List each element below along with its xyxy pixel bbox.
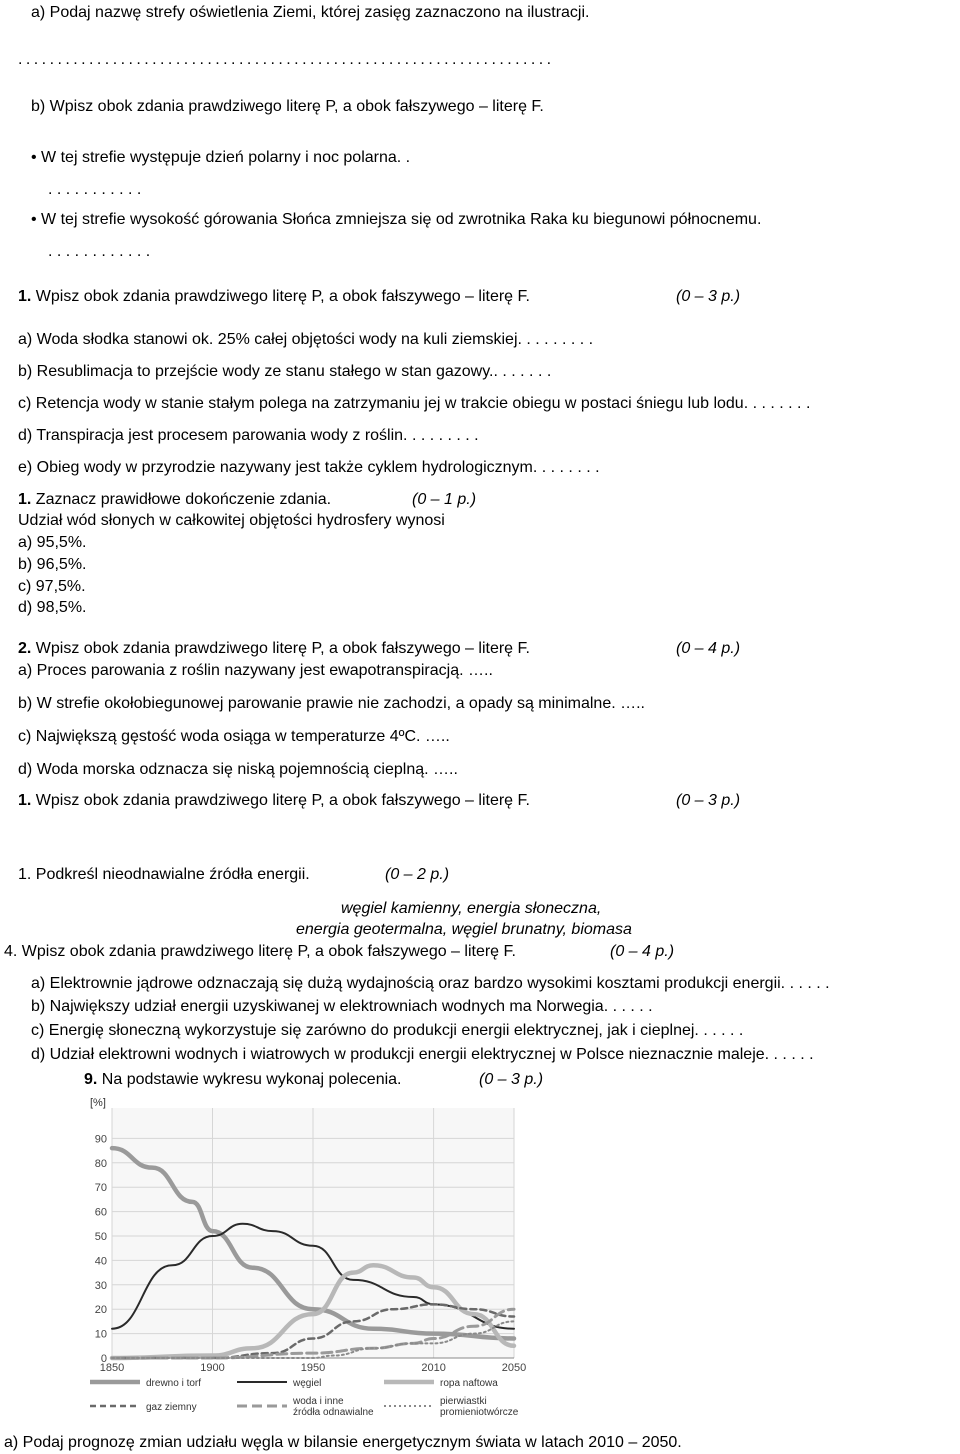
option-item: b) 96,5%. (18, 556, 87, 573)
y-axis-ticks (95, 1133, 107, 1365)
task-number: 1. (18, 491, 32, 508)
task-heading (18, 287, 741, 307)
answer-dots: . . . . . . . . . . . (48, 181, 142, 198)
task-points: (0 – 4 p.) (676, 640, 741, 657)
statement-item: b) Resublimacja to przejście wody ze stanu stałego w stan gazowy.. . . . . . . (18, 363, 552, 380)
y-tick-label: 40 (94, 1255, 107, 1268)
task-heading (84, 1070, 544, 1090)
option-item: d) 98,5%. (18, 599, 87, 616)
y-tick-label: 20 (94, 1304, 107, 1317)
legend-label: źródła odnawialne (293, 1407, 374, 1418)
option-item: c) 97,5%. (18, 578, 86, 595)
task-heading (18, 865, 450, 885)
task-points: (0 – 1 p.) (412, 491, 477, 508)
y-tick-label: 0 (100, 1353, 107, 1365)
x-tick-label: 1900 (200, 1362, 225, 1374)
chart-legend (90, 1378, 519, 1418)
statement-item: b) W strefie okołobiegunowej parowanie prawie nie zachodzi, a opady są minimalne. ….. (18, 695, 645, 712)
y-tick-label: 70 (94, 1182, 107, 1195)
task-points: (0 – 3 p.) (676, 288, 741, 305)
legend-label: ropa naftowa (440, 1378, 498, 1389)
task-points: (0 – 2 p.) (385, 866, 450, 883)
statement-item: c) Największą gęstość woda osiąga w temperaturze 4ºC. ….. (18, 728, 450, 745)
statement-item: e) Obieg wody w przyrodzie nazywany jest także cyklem hydrologicznym. . . . . . . . (18, 459, 600, 476)
task-heading (18, 639, 741, 659)
x-tick-label: 1950 (300, 1362, 326, 1374)
legend-label: woda i inne (293, 1396, 344, 1407)
legend-label: drewno i torf (146, 1378, 202, 1389)
task-number: 1. (18, 792, 32, 809)
task-number: 9. (84, 1071, 98, 1088)
statement-item: • W tej strefie wysokość górowania Słońca zmniejsza się od zwrotnika Raka ku biegunowi północnemu. (31, 211, 762, 228)
question-a: a) Podaj nazwę strefy oświetlenia Ziemi, której zasięg zaznaczono na ilustracji. (31, 4, 590, 21)
question-b: b) Wpisz obok zdania prawdziwego literę P, a obok fałszywego – literę F. (31, 98, 544, 115)
energy-share-chart (82, 1092, 532, 1422)
energy-sources-list: energia geotermalna, węgiel brunatny, biomasa (296, 921, 632, 938)
y-tick-label: 80 (94, 1157, 107, 1170)
task-instruction: Zaznacz prawidłowe dokończenie zdania. (31, 491, 332, 508)
statement-item: c) Retencja wody w stanie stałym polega na zatrzymaniu jej w trakcie obiegu w postaci śniegu lub lodu. . . . . . . . (18, 395, 811, 412)
energy-sources-list: węgiel kamienny, energia słoneczna, (341, 900, 602, 917)
task-points: (0 – 3 p.) (676, 792, 741, 809)
x-tick-label: 1850 (99, 1362, 125, 1374)
statement-item: d) Udział elektrowni wodnych i wiatrowych w produkcji energii elektrycznej w Polsce nieznacznie maleje. . . . . . (31, 1046, 814, 1063)
task-instruction: Na podstawie wykresu wykonaj polecenia. (97, 1071, 402, 1088)
task-instruction: Wpisz obok zdania prawdziwego literę P, a obok fałszywego – literę F. (31, 640, 530, 657)
task-instruction: 4. Wpisz obok zdania prawdziwego literę P, a obok fałszywego – literę F. (4, 943, 516, 960)
task-heading (18, 791, 741, 811)
statement-item: a) Proces parowania z roślin nazywany jest ewapotranspiracją. ….. (18, 662, 493, 679)
task-heading (18, 490, 477, 510)
statement-item: a) Woda słodka stanowi ok. 25% całej objętości wody na kuli ziemskiej. . . . . . . . . (18, 331, 594, 348)
answer-dots: . . . . . . . . . . . . . . . . . . . . . . . . . . . . . . . . . . . . . . . . . . . . . . . . . . . . . . . . . . . . . . . . . . . . (18, 51, 551, 68)
x-tick-label: 2050 (501, 1362, 527, 1374)
task-instruction: 1. Podkreśl nieodnawialne źródła energii. (18, 866, 310, 883)
task-number: 2. (18, 640, 32, 657)
y-tick-label: 30 (94, 1279, 107, 1292)
legend-label: promieniotwórcze (440, 1407, 519, 1418)
chart-grid (112, 1108, 514, 1358)
question-stem: Udział wód słonych w całkowitej objętości hydrosfery wynosi (18, 512, 445, 529)
legend-label: węgiel (293, 1378, 322, 1389)
question-a: a) Podaj prognozę zmian udziału węgla w bilansie energetycznym świata w latach 2010 – 2050. (4, 1434, 682, 1451)
task-points: (0 – 3 p.) (479, 1071, 544, 1088)
x-tick-label: 2010 (421, 1362, 446, 1374)
legend-label: pierwiastki (440, 1396, 487, 1407)
x-axis-ticks (100, 1362, 526, 1374)
y-tick-label: 10 (94, 1328, 107, 1341)
y-tick-label: 90 (94, 1133, 107, 1146)
statement-item: d) Woda morska odznacza się niską pojemnością cieplną. ….. (18, 761, 458, 778)
statement-item: d) Transpiracja jest procesem parowania wody z roślin. . . . . . . . . (18, 427, 479, 444)
statement-item: c) Energię słoneczną wykorzystuje się zarówno do produkcji energii elektrycznej, jak i cieplnej. . . . . . (31, 1022, 744, 1039)
task-points: (0 – 4 p.) (610, 943, 675, 960)
legend-label: gaz ziemny (146, 1402, 197, 1413)
answer-dots: . . . . . . . . . . . . (48, 243, 151, 260)
task-instruction: Wpisz obok zdania prawdziwego literę P, a obok fałszywego – literę F. (31, 288, 530, 305)
statement-item: a) Elektrownie jądrowe odznaczają się dużą wydajnością oraz bardzo wysokimi kosztami produkcji energii. . . . . . (31, 975, 830, 992)
task-heading (4, 942, 675, 962)
option-item: a) 95,5%. (18, 534, 87, 551)
y-tick-label: 50 (94, 1231, 107, 1243)
statement-item: b) Największy udział energii uzyskiwanej w elektrowniach wodnych ma Norwegia. . . . . . (31, 998, 653, 1015)
y-tick-label: 60 (94, 1206, 107, 1219)
task-number: 1. (18, 288, 32, 305)
task-instruction: Wpisz obok zdania prawdziwego literę P, a obok fałszywego – literę F. (31, 792, 530, 809)
statement-item: • W tej strefie występuje dzień polarny i noc polarna. . (31, 149, 411, 166)
y-axis-label: [%] (90, 1097, 106, 1109)
